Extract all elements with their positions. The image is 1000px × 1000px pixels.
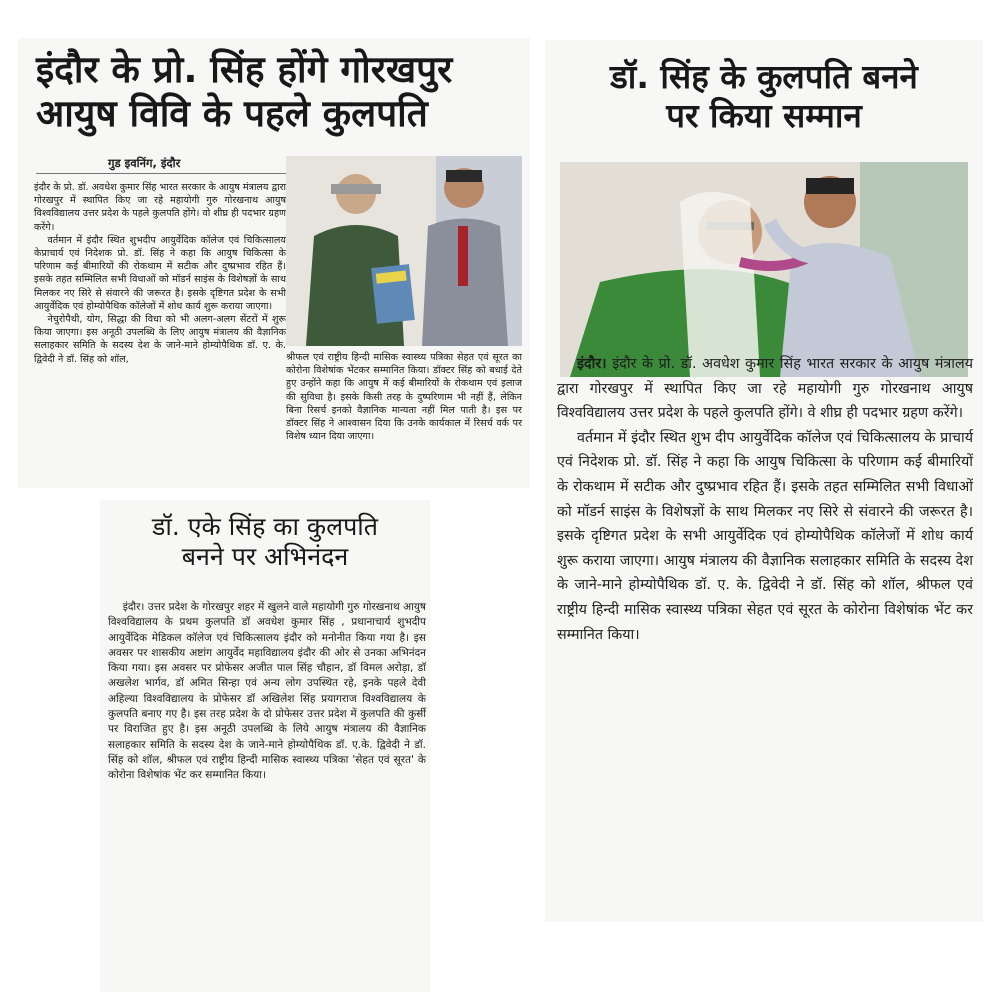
photo-magazine-presentation: [286, 156, 522, 346]
paragraph: [557, 352, 973, 426]
headline-line: डॉ. सिंह के कुलपति बनने: [610, 57, 918, 96]
dateline-left: गुड इवनिंग, इंदौर: [108, 156, 181, 170]
photo-illustration: [286, 156, 522, 346]
headline-middle: [100, 512, 430, 571]
paragraph: नेचुरोपैथी, योग, सिद्धा की विधा को भी अलग-अलग सेंटरों में शुरू किया जाएगा। इस अनूठी उपलब्धि के लिए आयुष मंत्रालय की वैज्ञानिक सलाहकार समिति के सदस्य देश के जाने-माने होम्योपैथिक डॉ. ए. के. द्विवेदी ने डॉ. सिंह को शॉल,: [34, 314, 286, 365]
article-column-2: [286, 351, 522, 443]
paragraph: इंदौर। उत्तर प्रदेश के गोरखपुर शहर में खुलने वाले महायोगी गुरु गोरखनाथ आयुष विश्वविद्यालय के प्रथम कुलपति डॉ अवधेश कुमार सिंह , प्रधानाचार्य शुभदीप आयुर्वेदिक मेडिकल कॉलेज एवं चिकित्सालय इंदौर को मनोनीत किया गया है। इस अवसर पर शासकीय अष्टांग आयुर्वेद महाविद्यालय इंदौर की ओर से उनका अभिनंदन किया गया। इस अवसर पर प्रोफेसर अजीत पाल सिंह चौहान, डॉ विमल अरोड़ा, डॉ अखलेश भार्गव, डॉ अमित सिन्हा एवं अन्य लोग उपस्थित रहे, इनके पहले देवी अहिल्या विश्वविद्यालय के प्रोफेसर डॉ अखिलेश सिंह प्रयागराज विश्वविद्यालय के कुलपति बनाए गए है। इस तरह प्रदेश के दो प्रोफेसर उत्तर प्रदेश में कुलपति की कुर्सी पर विराजित हुए है। इस अनूठी उपलब्धि के लिये आयुष मंत्रालय की वैज्ञानिक सलाहकार समिति के सदस्य देश के जाने-माने होम्योपैथिक डॉ. ए.के. द्विवेदी ने डॉ. सिंह को शॉल, श्रीफल एवं राष्ट्रीय हिन्दी मासिक स्वास्थ्य पत्रिका 'सेहत एवं सूरत' के कोरोना विशेषांक भेंट कर सम्मानित किया।: [108, 601, 426, 782]
paragraph: इंदौर के प्रो. डॉ. अवधेश कुमार सिंह भारत सरकार के आयुष मंत्रालय द्वारा गोरखपुर में स्थापित किए जा रहे महायोगी गुरु गोरखनाथ आयुष विश्वविद्यालय उत्तर प्रदेश के पहले कुलपति होंगे। वो शीघ्र ही पदभार ग्रहण करेंगे।: [34, 182, 286, 233]
paragraph: श्रीफल एवं राष्ट्रीय हिन्दी मासिक स्वास्थ्य पत्रिका सेहत एवं सूरत का कोरोना विशेषांक भेंटकर सम्मानित किया। डॉक्टर सिंह को बधाई देते हुए उन्होंने कहा कि आयुष में कई बीमारियों के रोकथाम एवं इलाज की सुविधा है। इसके किसी तरह के दुष्परिणाम भी नहीं हैं, लेकिन बिना रिसर्च इनको वैज्ञानिक मान्यता नहीं मिल पाती है। इस पर डॉक्टर सिंह ने आश्वासन दिया कि उनके कार्यकाल में रिसर्च वर्क पर विशेष ध्यान दिया जाएगा।: [286, 352, 522, 443]
paragraph-text: इंदौर के प्रो. डॉ. अवधेश कुमार सिंह भारत सरकार के आयुष मंत्रालय द्वारा गोरखपुर में स्थापित किए जा रहे महायोगी गुरु गोरखनाथ आयुष विश्वविद्यालय उत्तर प्रदेश के पहले कुलपति होंगे। वे शीघ्र ही पदभार ग्रहण करेंगे।: [557, 356, 973, 422]
headline-line: बनने पर अभिनंदन: [181, 541, 349, 571]
article-column: [108, 600, 426, 784]
clipping-good-evening: [18, 38, 530, 488]
paragraph: वर्तमान में इंदौर स्थित शुभदीप आयुर्वेदिक कॉलेज एवं चिकित्सालय केप्राचार्य एवं निदेशक प्रो. डॉ. सिंह ने कहा कि आयुष चिकित्सा के परिणाम कई बीमारियों की रोकथाम में सटीक और दुष्प्रभाव रहित हैं। इसके तहत सम्मिलित सभी विधाओं को मॉडर्न साइंस के विशेषज्ञों के साथ मिलकर नए सिरे से संवारने की जरूरत है। इसके दृष्टिगत प्रदेश के सभी आयुर्वेदिक एवं होम्योपैथिक कॉलेजों में शोध कार्य शुरू कराया जाएगा।: [34, 234, 286, 312]
headline-right: [545, 58, 983, 136]
headline-left: इंदौर के प्रो. सिंह होंगे गोरखपुर आयुष विवि के पहले कुलपति: [36, 48, 453, 135]
clipping-samman: [545, 40, 983, 922]
divider: [36, 173, 286, 174]
headline-line: डॉ. एके सिंह का कुलपति: [151, 512, 378, 541]
article-column-1: [34, 181, 286, 366]
headline-line: पर किया सम्मान: [666, 95, 862, 135]
photo-illustration: [560, 162, 968, 377]
photo-shawl-felicitation: [560, 162, 968, 377]
paragraph: वर्तमान में इंदौर स्थित शुभ दीप आयुर्वेदिक कॉलेज एवं चिकित्सालय के प्राचार्य एवं निदेशक प्रो. डॉ. सिंह ने कहा कि आयुष चिकित्सा के परिणाम कई बीमारियों के रोकथाम में सटीक और दुष्प्रभाव रहित हैं। इसके तहत सम्मिलित सभी विधाओं को मॉडर्न साइंस के विशेषज्ञों के साथ मिलकर नए सिरे से संवारने की जरूरत है। इसके दृष्टिगत प्रदेश के सभी आयुर्वेदिक एवं होम्योपैथिक कॉलेजों में शोध कार्य शुरू कराया जाएगा। आयुष मंत्रालय की वैज्ञानिक सलाहकार समिति के सदस्य देश के जाने-माने होम्योपैथिक डॉ. ए. के. द्विवेदी ने डॉ. सिंह को शॉल, श्रीफल एवं राष्ट्रीय हिन्दी मासिक स्वास्थ्य पत्रिका सेहत एवं सूरत के कोरोना विशेषांक भेंट कर सम्मानित किया।: [557, 429, 973, 643]
article-column: [557, 352, 973, 647]
dateline-right: इंदौर।: [577, 356, 607, 372]
clipping-abhinandan: [100, 500, 430, 992]
